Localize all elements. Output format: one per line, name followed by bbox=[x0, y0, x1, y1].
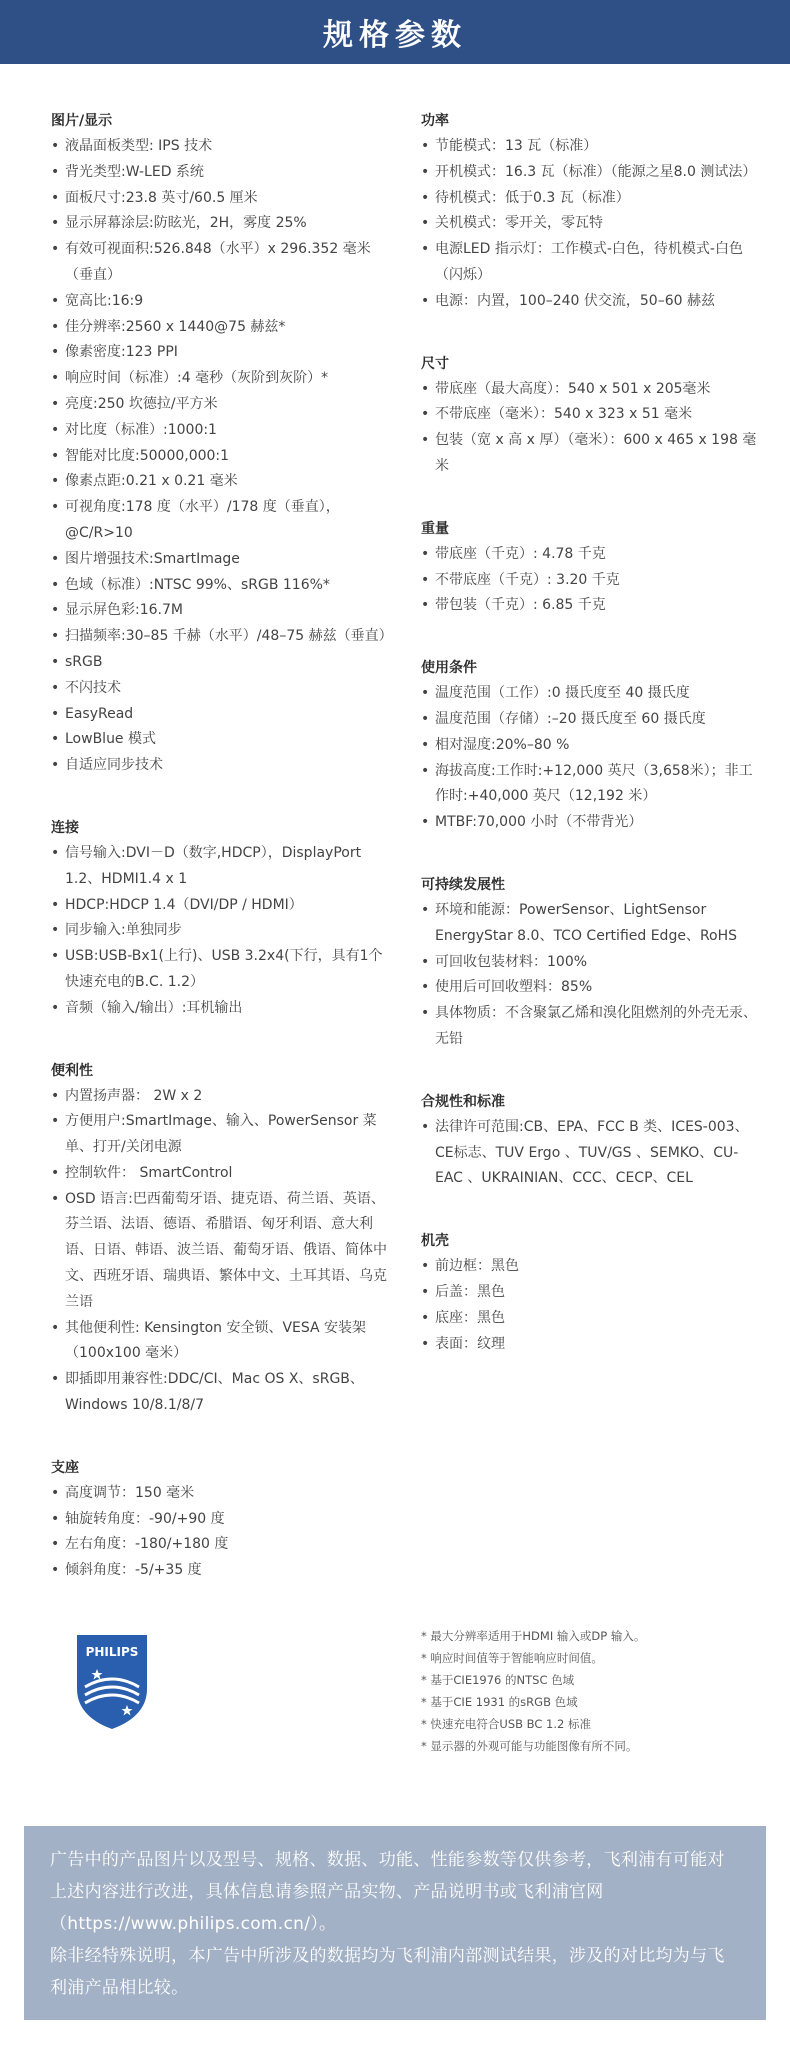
spec-item: • 左右角度：-180/+180 度 bbox=[51, 1532, 396, 1558]
disclaimer-box bbox=[24, 1826, 766, 2020]
spec-item: • 控制软件： SmartControl bbox=[51, 1161, 396, 1187]
spec-item: • 海拔高度:工作时:+12,000 英尺（3,658米）；非工作时:+40,000 英尺（12,192 米） bbox=[421, 759, 766, 811]
spec-item: • 有效可视面积:526.848（水平）x 296.352 毫米（垂直） bbox=[51, 237, 396, 289]
page-title: 规格参数 bbox=[323, 18, 467, 53]
spec-item: • 关机模式：零开关，零瓦特 bbox=[421, 211, 766, 237]
spec-item: • 具体物质：不含聚氯乙烯和溴化阻燃剂的外壳无汞、无铅 bbox=[421, 1001, 766, 1053]
spec-item: • 内置扬声器： 2W x 2 bbox=[51, 1084, 396, 1110]
spec-item: • OSD 语言:巴西葡萄牙语、捷克语、荷兰语、英语、芬兰语、法语、德语、希腊语、匈牙利语、意大利语、日语、韩语、波兰语、葡萄牙语、俄语、简体中文、西班牙语、瑞典语、繁体中文、土耳其语、乌克兰语 bbox=[51, 1187, 396, 1316]
spec-item: • 不带底座（千克）: 3.20 千克 bbox=[421, 568, 766, 594]
spec-item: • 面板尺寸:23.8 英寸/60.5 厘米 bbox=[51, 186, 396, 212]
section-title: 尺寸 bbox=[421, 355, 449, 372]
spec-section bbox=[51, 1455, 396, 1584]
section-title: 可持续发展性 bbox=[421, 876, 505, 893]
spec-item: • 可视角度:178 度（水平）/178 度（垂直），@C/R>10 bbox=[51, 495, 396, 547]
spec-list bbox=[421, 898, 766, 1053]
spec-item: • 信号输入:DVI－D（数字,HDCP），DisplayPort 1.2、HDMI1.4 x 1 bbox=[51, 841, 396, 893]
spec-item: • 带底座（千克）: 4.78 千克 bbox=[421, 542, 766, 568]
spec-section bbox=[421, 1089, 766, 1192]
spec-item: • 亮度:250 坎德拉/平方米 bbox=[51, 392, 396, 418]
spec-item: • 温度范围（工作）:0 摄氏度至 40 摄氏度 bbox=[421, 681, 766, 707]
spec-item: • 响应时间（标准）:4 毫秒（灰阶到灰阶）* bbox=[51, 366, 396, 392]
spec-item: • 显示屏幕涂层:防眩光，2H，雾度 25% bbox=[51, 211, 396, 237]
spec-item: • 带底座（最大高度）：540 x 501 x 205毫米 bbox=[421, 377, 766, 403]
spec-item: • LowBlue 模式 bbox=[51, 727, 396, 753]
spec-item: • 对比度（标准）:1000:1 bbox=[51, 418, 396, 444]
spec-item: • EasyRead bbox=[51, 702, 396, 728]
footnote: * 快速充电符合USB BC 1.2 标准 bbox=[421, 1717, 591, 1731]
spec-item: • 后盖：黑色 bbox=[421, 1280, 766, 1306]
spec-item: • 可回收包装材料：100% bbox=[421, 950, 766, 976]
section-title: 便利性 bbox=[51, 1062, 93, 1079]
spec-item: • 自适应同步技术 bbox=[51, 753, 396, 779]
logo-wordmark: PHILIPS bbox=[85, 1645, 139, 1659]
spec-item: • 开机模式：16.3 瓦（标准）（能源之星8.0 测试法） bbox=[421, 160, 766, 186]
spec-list bbox=[421, 377, 766, 480]
spec-item: • 倾斜角度：-5/+35 度 bbox=[51, 1558, 396, 1584]
spec-item: • 底座：黑色 bbox=[421, 1306, 766, 1332]
section-title: 机壳 bbox=[421, 1233, 449, 1250]
spec-list bbox=[421, 542, 766, 619]
spec-list bbox=[421, 134, 766, 315]
spec-item: • 背光类型:W-LED 系统 bbox=[51, 160, 396, 186]
footnotes bbox=[421, 1625, 751, 1757]
spec-item: • USB:USB-Bx1(上行)、USB 3.2x4(下行，具有1个快速充电的B.C. 1.2） bbox=[51, 944, 396, 996]
spec-item: • 相对湿度:20%–80 % bbox=[421, 733, 766, 759]
spec-item: • 电源LED 指示灯：工作模式-白色，待机模式-白色（闪烁） bbox=[421, 237, 766, 289]
spec-section bbox=[421, 108, 766, 315]
spec-item: • 宽高比:16:9 bbox=[51, 289, 396, 315]
philips-logo bbox=[73, 1631, 151, 1731]
spec-section bbox=[421, 872, 766, 1053]
spec-item: • 智能对比度:50000,000:1 bbox=[51, 444, 396, 470]
spec-item: • 即插即用兼容性:DDC/CI、Mac OS X、sRGB、Windows 10/8.1/8/7 bbox=[51, 1367, 396, 1419]
spec-item: • 同步输入:单独同步 bbox=[51, 918, 396, 944]
spec-item: • 使用后可回收塑料：85% bbox=[421, 975, 766, 1001]
philips-shield-icon bbox=[73, 1631, 151, 1731]
spec-item: • 佳分辨率:2560 x 1440@75 赫兹* bbox=[51, 315, 396, 341]
footnote: * 基于CIE 1931 的sRGB 色域 bbox=[421, 1695, 578, 1709]
spec-item: • 法律许可范围:CB、EPA、FCC B 类、ICES-003、CE标志、TUV Ergo 、TUV/GS 、SEMKO、CU-EAC 、UKRAINIAN、CCC、CECP、CEL bbox=[421, 1115, 766, 1192]
spec-item: • 温度范围（存储）:–20 摄氏度至 60 摄氏度 bbox=[421, 707, 766, 733]
section-title: 合规性和标准 bbox=[421, 1093, 505, 1110]
spec-item: • 图片增强技术:SmartImage bbox=[51, 547, 396, 573]
left-column bbox=[51, 108, 396, 1620]
section-title: 重量 bbox=[421, 520, 449, 537]
footnote: * 最大分辨率适用于HDMI 输入或DP 输入。 bbox=[421, 1629, 646, 1643]
spec-item: • 表面：纹理 bbox=[421, 1332, 766, 1358]
section-title: 功率 bbox=[421, 113, 449, 129]
spec-item: • 不带底座（毫米）：540 x 323 x 51 毫米 bbox=[421, 402, 766, 428]
page-header bbox=[0, 0, 790, 64]
spec-item: • 液晶面板类型: IPS 技术 bbox=[51, 134, 396, 160]
spec-list bbox=[421, 1115, 766, 1192]
spec-item: • 像素点距:0.21 x 0.21 毫米 bbox=[51, 469, 396, 495]
spec-section bbox=[421, 655, 766, 836]
footnote: * 基于CIE1976 的NTSC 色域 bbox=[421, 1673, 575, 1687]
spec-item: • 方便用户:SmartImage、输入、PowerSensor 菜单、打开/关闭电源 bbox=[51, 1109, 396, 1161]
spec-item: • 前边框：黑色 bbox=[421, 1254, 766, 1280]
disclaimer-paragraph: 除非经特殊说明，本广告中所涉及的数据均为飞利浦内部测试结果，涉及的对比均为与飞利浦产品相比较。 bbox=[50, 1946, 725, 1998]
spec-list bbox=[51, 1084, 396, 1419]
section-title: 使用条件 bbox=[421, 660, 477, 677]
spec-item: • 带包装（千克）: 6.85 千克 bbox=[421, 593, 766, 619]
spec-item: • 色域（标准）:NTSC 99%、sRGB 116%* bbox=[51, 573, 396, 599]
section-title: 连接 bbox=[51, 819, 79, 836]
spec-item: • MTBF:70,000 小时（不带背光） bbox=[421, 810, 766, 836]
section-title: 图片/显示 bbox=[51, 113, 113, 129]
section-title: 支座 bbox=[51, 1459, 79, 1476]
spec-item: • 轴旋转角度：-90/+90 度 bbox=[51, 1507, 396, 1533]
spec-item: • sRGB bbox=[51, 650, 396, 676]
spec-item: • 高度调节：150 毫米 bbox=[51, 1481, 396, 1507]
spec-section bbox=[51, 815, 396, 1022]
spec-item: • 不闪技术 bbox=[51, 676, 396, 702]
spec-list bbox=[51, 841, 396, 1022]
footnote: * 响应时间值等于智能响应时间值。 bbox=[421, 1651, 603, 1665]
spec-list bbox=[51, 134, 396, 779]
spec-section bbox=[421, 516, 766, 619]
spec-section bbox=[421, 351, 766, 480]
spec-item: • 扫描频率:30–85 千赫（水平）/48–75 赫兹（垂直） bbox=[51, 624, 396, 650]
spec-item: • 待机模式：低于0.3 瓦（标准） bbox=[421, 186, 766, 212]
spec-section bbox=[51, 108, 396, 779]
right-column bbox=[421, 108, 766, 1393]
spec-list bbox=[421, 681, 766, 836]
spec-item: • 环境和能源：PowerSensor、LightSensor EnergyStar 8.0、TCO Certified Edge、RoHS bbox=[421, 898, 766, 950]
spec-item: • 节能模式：13 瓦（标准） bbox=[421, 134, 766, 160]
spec-section bbox=[51, 1058, 396, 1419]
spec-item: • 像素密度:123 PPI bbox=[51, 340, 396, 366]
spec-section bbox=[421, 1228, 766, 1357]
disclaimer-paragraph: 广告中的产品图片以及型号、规格、数据、功能、性能参数等仅供参考，飞利浦有可能对上述内容进行改进，具体信息请参照产品实物、产品说明书或飞利浦官网（https://www.philips.com.cn/）。 bbox=[50, 1850, 725, 1934]
spec-list bbox=[51, 1481, 396, 1584]
spec-item: • 显示屏色彩:16.7M bbox=[51, 598, 396, 624]
spec-item: • 音频（输入/输出）:耳机输出 bbox=[51, 996, 396, 1022]
spec-item: • 包装（宽 x 高 x 厚）（毫米）：600 x 465 x 198 毫米 bbox=[421, 428, 766, 480]
spec-list bbox=[421, 1254, 766, 1357]
spec-item: • HDCP:HDCP 1.4（DVI/DP / HDMI） bbox=[51, 893, 396, 919]
footnote: * 显示器的外观可能与功能图像有所不同。 bbox=[421, 1739, 638, 1753]
spec-item: • 其他便利性: Kensington 安全锁、VESA 安装架（100x100 毫米） bbox=[51, 1316, 396, 1368]
spec-item: • 电源：内置，100–240 伏交流，50–60 赫兹 bbox=[421, 289, 766, 315]
